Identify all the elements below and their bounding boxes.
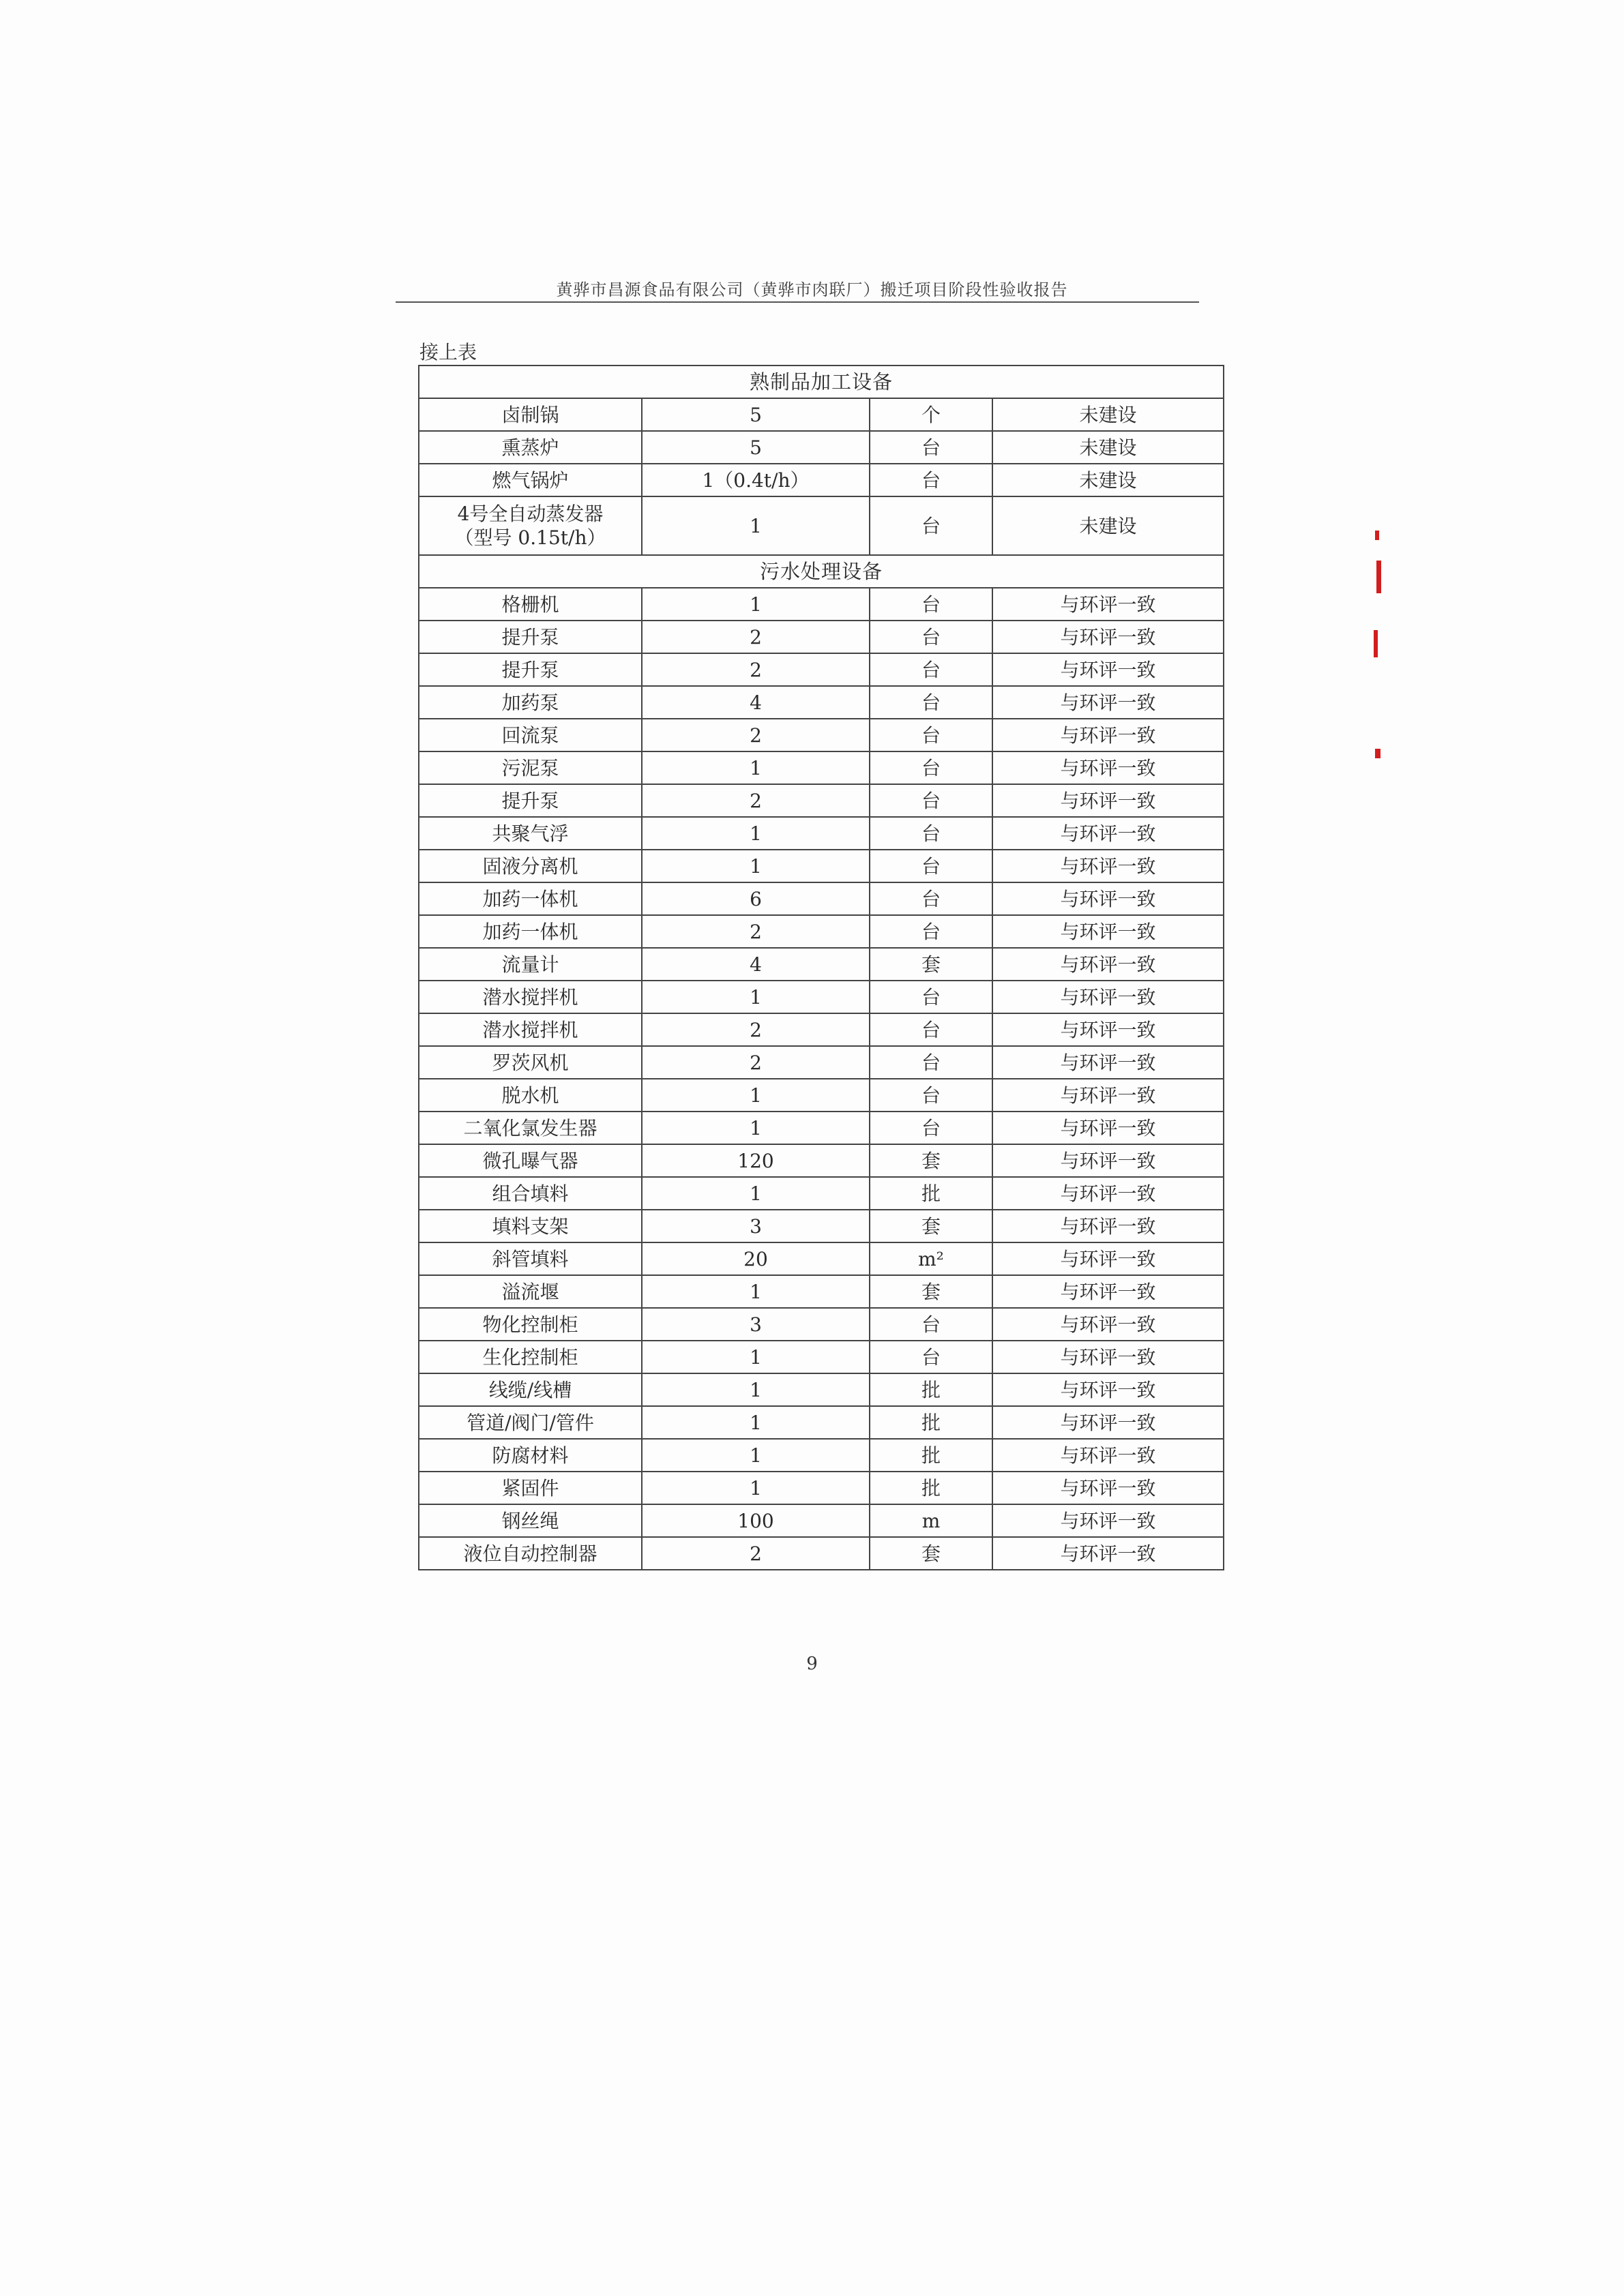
unit-cell: 套 — [870, 948, 992, 981]
equipment-name: 共聚气浮 — [492, 822, 569, 845]
equipment-model: （型号 0.15t/h） — [454, 526, 606, 549]
table-row — [419, 981, 1224, 1013]
equipment-name: 紧固件 — [501, 1476, 559, 1500]
quantity-cell: 5 — [642, 398, 870, 431]
table-row — [419, 1046, 1224, 1079]
status-cell: 与环评一致 — [992, 1275, 1224, 1308]
quantity-cell: 1 — [642, 817, 870, 850]
table-row — [419, 496, 1224, 555]
status-cell: 与环评一致 — [992, 817, 1224, 850]
status-cell: 与环评一致 — [992, 1046, 1224, 1079]
quantity-cell: 1 — [642, 1439, 870, 1472]
status-cell: 与环评一致 — [992, 784, 1224, 817]
equipment-name: 罗茨风机 — [492, 1051, 569, 1074]
equipment-name-cell — [419, 588, 642, 621]
table-row — [419, 817, 1224, 850]
quantity-cell: 2 — [642, 653, 870, 686]
equipment-name: 微孔曝气器 — [482, 1149, 578, 1172]
equipment-name-cell — [419, 1341, 642, 1373]
status-cell: 与环评一致 — [992, 1013, 1224, 1046]
equipment-name-cell — [419, 398, 642, 431]
quantity-cell: 2 — [642, 719, 870, 751]
equipment-name-cell — [419, 1308, 642, 1341]
equipment-name: 潜水搅拌机 — [482, 1018, 578, 1041]
section-title: 污水处理设备 — [419, 555, 1224, 588]
equipment-name-cell — [419, 719, 642, 751]
table-row — [419, 1242, 1224, 1275]
quantity-cell: 1 — [642, 751, 870, 784]
table-row — [419, 1406, 1224, 1439]
status-cell: 与环评一致 — [992, 1210, 1224, 1242]
equipment-name-cell — [419, 817, 642, 850]
equipment-table-body — [419, 366, 1224, 1570]
table-row — [419, 431, 1224, 464]
table-row — [419, 948, 1224, 981]
unit-cell: m² — [870, 1242, 992, 1275]
unit-cell: 个 — [870, 398, 992, 431]
equipment-name: 提升泵 — [501, 658, 559, 681]
equipment-name: 斜管填料 — [492, 1247, 569, 1270]
unit-cell: 台 — [870, 882, 992, 915]
equipment-name-cell — [419, 1472, 642, 1504]
table-row — [419, 464, 1224, 496]
table-row — [419, 1013, 1224, 1046]
equipment-name: 加药一体机 — [482, 887, 578, 910]
equipment-name: 物化控制柜 — [482, 1313, 578, 1336]
table-row — [419, 398, 1224, 431]
unit-cell: 台 — [870, 653, 992, 686]
status-cell: 与环评一致 — [992, 1406, 1224, 1439]
quantity-cell: 1 — [642, 1079, 870, 1112]
equipment-name-cell — [419, 784, 642, 817]
unit-cell: 套 — [870, 1144, 992, 1177]
quantity-cell: 4 — [642, 686, 870, 719]
table-row — [419, 882, 1224, 915]
equipment-name: 填料支架 — [492, 1214, 569, 1238]
quantity-cell: 1 — [642, 981, 870, 1013]
status-cell: 与环评一致 — [992, 1079, 1224, 1112]
table-row — [419, 1079, 1224, 1112]
quantity-cell: 1 — [642, 1275, 870, 1308]
table-row — [419, 719, 1224, 751]
quantity-cell: 120 — [642, 1144, 870, 1177]
unit-cell: 台 — [870, 751, 992, 784]
table-row — [419, 1308, 1224, 1341]
status-cell: 与环评一致 — [992, 1373, 1224, 1406]
table-row — [419, 1504, 1224, 1537]
equipment-name-cell — [419, 1112, 642, 1144]
equipment-name: 二氧化氯发生器 — [463, 1116, 597, 1139]
equipment-name: 提升泵 — [501, 789, 559, 812]
seal-fragment — [1376, 561, 1381, 593]
table-row — [419, 621, 1224, 653]
quantity-cell: 3 — [642, 1308, 870, 1341]
equipment-name-cell — [419, 915, 642, 948]
page-number: 9 — [806, 1654, 818, 1674]
quantity-cell: 1 — [642, 1112, 870, 1144]
table-row — [419, 784, 1224, 817]
equipment-name-cell — [419, 621, 642, 653]
continued-label: 接上表 — [419, 341, 477, 363]
table-row — [419, 850, 1224, 882]
equipment-name-cell — [419, 1210, 642, 1242]
status-cell: 与环评一致 — [992, 1144, 1224, 1177]
quantity-cell: 3 — [642, 1210, 870, 1242]
quantity-cell: 2 — [642, 1046, 870, 1079]
equipment-name-cell — [419, 431, 642, 464]
equipment-name: 燃气锅炉 — [492, 468, 569, 492]
table-row — [419, 653, 1224, 686]
equipment-name: 组合填料 — [492, 1182, 569, 1205]
status-cell: 与环评一致 — [992, 686, 1224, 719]
table-row — [419, 915, 1224, 948]
table-row — [419, 1210, 1224, 1242]
equipment-name: 生化控制柜 — [482, 1345, 578, 1369]
status-cell: 与环评一致 — [992, 1242, 1224, 1275]
equipment-name-cell — [419, 1079, 642, 1112]
unit-cell: 批 — [870, 1439, 992, 1472]
status-cell: 与环评一致 — [992, 882, 1224, 915]
equipment-name-cell — [419, 948, 642, 981]
equipment-name: 脱水机 — [501, 1084, 559, 1107]
equipment-name-cell — [419, 1144, 642, 1177]
equipment-name-cell — [419, 1439, 642, 1472]
quantity-cell: 1 — [642, 1341, 870, 1373]
status-cell: 与环评一致 — [992, 719, 1224, 751]
unit-cell: 批 — [870, 1373, 992, 1406]
equipment-name: 提升泵 — [501, 625, 559, 648]
report-header-title: 黄骅市昌源食品有限公司（黄骅市肉联厂）搬迁项目阶段性验收报告 — [556, 280, 1068, 299]
equipment-name-cell — [419, 1275, 642, 1308]
quantity-cell: 2 — [642, 621, 870, 653]
unit-cell: 台 — [870, 1013, 992, 1046]
unit-cell: 台 — [870, 817, 992, 850]
unit-cell: 台 — [870, 588, 992, 621]
equipment-name-cell — [419, 686, 642, 719]
unit-cell: 台 — [870, 1341, 992, 1373]
section-title: 熟制品加工设备 — [419, 366, 1224, 398]
equipment-name: 污泥泵 — [501, 756, 559, 779]
status-cell: 未建设 — [992, 398, 1224, 431]
table-row — [419, 751, 1224, 784]
table-row — [419, 1144, 1224, 1177]
seal-fragment — [1374, 630, 1378, 657]
equipment-name-cell — [419, 1046, 642, 1079]
status-cell: 与环评一致 — [992, 1439, 1224, 1472]
unit-cell: 套 — [870, 1537, 992, 1570]
unit-cell: 批 — [870, 1472, 992, 1504]
unit-cell: 台 — [870, 1112, 992, 1144]
equipment-name-cell — [419, 653, 642, 686]
equipment-name-cell — [419, 1177, 642, 1210]
equipment-table — [418, 365, 1224, 1570]
unit-cell: 台 — [870, 1046, 992, 1079]
unit-cell: 套 — [870, 1275, 992, 1308]
equipment-name: 4号全自动蒸发器 — [457, 503, 604, 525]
equipment-name-cell — [419, 1373, 642, 1406]
table-row — [419, 686, 1224, 719]
equipment-name: 格栅机 — [501, 593, 559, 616]
unit-cell: 台 — [870, 621, 992, 653]
unit-cell: 台 — [870, 981, 992, 1013]
quantity-cell: 1 — [642, 1373, 870, 1406]
equipment-name: 溢流堰 — [501, 1280, 559, 1303]
unit-cell: 台 — [870, 1079, 992, 1112]
equipment-name-cell — [419, 850, 642, 882]
equipment-name: 管道/阀门/管件 — [467, 1411, 594, 1434]
status-cell: 与环评一致 — [992, 981, 1224, 1013]
unit-cell: 台 — [870, 915, 992, 948]
status-cell: 与环评一致 — [992, 1308, 1224, 1341]
table-row — [419, 1112, 1224, 1144]
unit-cell: 批 — [870, 1406, 992, 1439]
quantity-cell: 5 — [642, 431, 870, 464]
header-divider — [396, 301, 1199, 303]
seal-fragment — [1375, 531, 1379, 540]
status-cell: 未建设 — [992, 496, 1224, 555]
equipment-name-cell — [419, 751, 642, 784]
quantity-cell: 2 — [642, 784, 870, 817]
quantity-cell: 2 — [642, 1537, 870, 1570]
equipment-name-cell — [419, 1504, 642, 1537]
unit-cell: 台 — [870, 431, 992, 464]
quantity-cell: 2 — [642, 915, 870, 948]
quantity-cell: 1（0.4t/h） — [642, 464, 870, 496]
status-cell: 与环评一致 — [992, 948, 1224, 981]
equipment-name-cell — [419, 464, 642, 496]
status-cell: 与环评一致 — [992, 1177, 1224, 1210]
equipment-name: 回流泵 — [501, 724, 559, 747]
unit-cell: 台 — [870, 850, 992, 882]
equipment-name-cell — [419, 1406, 642, 1439]
equipment-name: 卤制锅 — [501, 403, 559, 426]
equipment-name: 熏蒸炉 — [501, 436, 559, 459]
equipment-name: 加药一体机 — [482, 920, 578, 943]
equipment-name: 钢丝绳 — [501, 1509, 559, 1532]
equipment-name-cell — [419, 496, 642, 555]
table-row — [419, 1439, 1224, 1472]
status-cell: 与环评一致 — [992, 653, 1224, 686]
status-cell: 与环评一致 — [992, 751, 1224, 784]
status-cell: 与环评一致 — [992, 588, 1224, 621]
equipment-name-cell — [419, 882, 642, 915]
seal-fragment — [1375, 749, 1381, 758]
equipment-name: 防腐材料 — [492, 1444, 569, 1467]
quantity-cell: 100 — [642, 1504, 870, 1537]
equipment-name: 流量计 — [501, 953, 559, 976]
equipment-name-cell — [419, 1013, 642, 1046]
unit-cell: 套 — [870, 1210, 992, 1242]
table-row — [419, 1472, 1224, 1504]
quantity-cell: 1 — [642, 1406, 870, 1439]
quantity-cell: 1 — [642, 850, 870, 882]
quantity-cell: 2 — [642, 1013, 870, 1046]
unit-cell: 台 — [870, 464, 992, 496]
table-row — [419, 1373, 1224, 1406]
equipment-name-cell — [419, 1242, 642, 1275]
status-cell: 与环评一致 — [992, 915, 1224, 948]
unit-cell: 台 — [870, 1308, 992, 1341]
equipment-name: 加药泵 — [501, 691, 559, 714]
status-cell: 未建设 — [992, 431, 1224, 464]
status-cell: 与环评一致 — [992, 1504, 1224, 1537]
equipment-name: 线缆/线槽 — [488, 1378, 572, 1401]
section-header-row — [419, 555, 1224, 588]
quantity-cell: 1 — [642, 496, 870, 555]
equipment-name: 固液分离机 — [482, 854, 578, 878]
unit-cell: 批 — [870, 1177, 992, 1210]
status-cell: 与环评一致 — [992, 1112, 1224, 1144]
status-cell: 与环评一致 — [992, 1341, 1224, 1373]
status-cell: 未建设 — [992, 464, 1224, 496]
table-row — [419, 1177, 1224, 1210]
table-row — [419, 588, 1224, 621]
quantity-cell: 6 — [642, 882, 870, 915]
status-cell: 与环评一致 — [992, 850, 1224, 882]
quantity-cell: 20 — [642, 1242, 870, 1275]
equipment-name: 潜水搅拌机 — [482, 985, 578, 1009]
unit-cell: 台 — [870, 686, 992, 719]
quantity-cell: 1 — [642, 1177, 870, 1210]
equipment-name-cell — [419, 981, 642, 1013]
unit-cell: 台 — [870, 496, 992, 555]
status-cell: 与环评一致 — [992, 1472, 1224, 1504]
equipment-name: 液位自动控制器 — [463, 1542, 597, 1565]
table-row — [419, 1537, 1224, 1570]
equipment-name-cell — [419, 1537, 642, 1570]
unit-cell: 台 — [870, 784, 992, 817]
quantity-cell: 1 — [642, 1472, 870, 1504]
status-cell: 与环评一致 — [992, 621, 1224, 653]
quantity-cell: 1 — [642, 588, 870, 621]
status-cell: 与环评一致 — [992, 1537, 1224, 1570]
unit-cell: 台 — [870, 719, 992, 751]
section-header-row — [419, 366, 1224, 398]
table-row — [419, 1341, 1224, 1373]
table-row — [419, 1275, 1224, 1308]
quantity-cell: 4 — [642, 948, 870, 981]
unit-cell: m — [870, 1504, 992, 1537]
